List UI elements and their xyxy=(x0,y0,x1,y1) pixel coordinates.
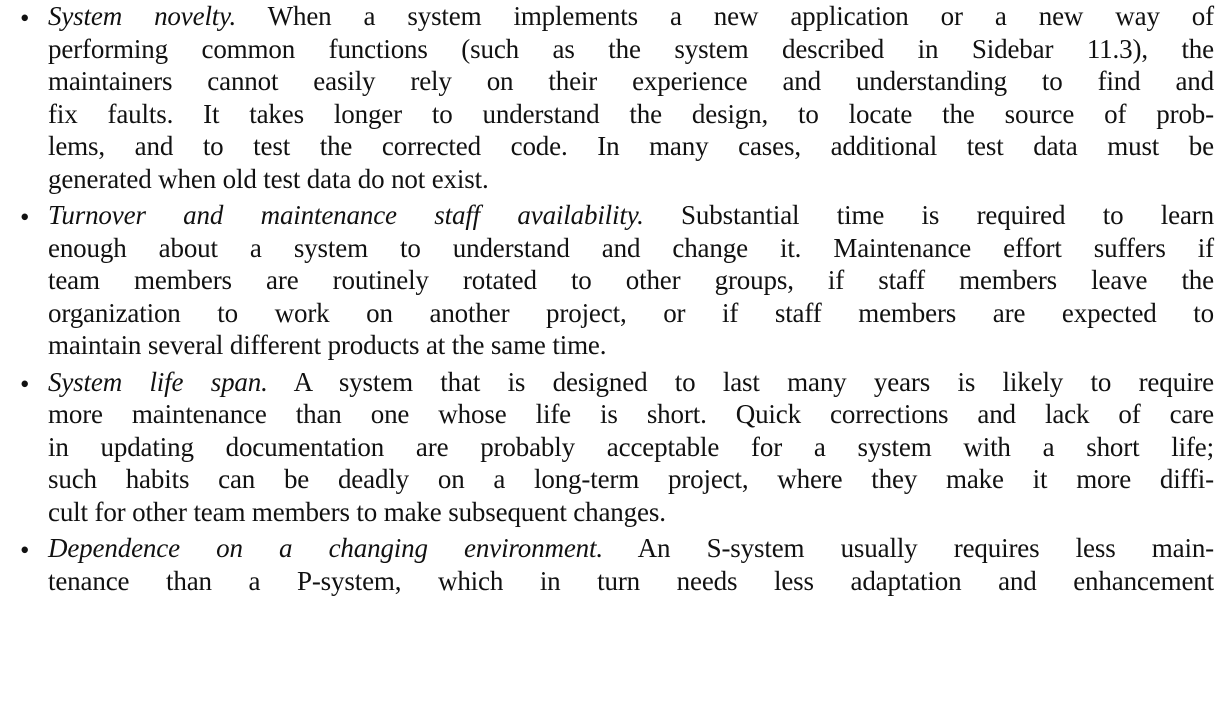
text-line: fix faults. It takes longer to understand the design, to locate the source of prob- xyxy=(48,98,1214,129)
text-line: in updating documentation are probably acceptable for a system with a short life; xyxy=(48,431,1214,462)
item-first-line: An S-system usually requires less main- xyxy=(602,533,1215,563)
bullet-list xyxy=(14,0,1214,601)
item-term: System novelty. xyxy=(48,1,237,31)
text-line: tenance than a P-system, which in turn needs less adaptation and enhancement xyxy=(48,565,1214,596)
text-line: maintain several different products at the same time. xyxy=(48,330,607,360)
text-line: lems, and to test the corrected code. In many cases, additional test data must be xyxy=(48,131,1214,161)
list-item-changing-environment xyxy=(14,532,1214,597)
text-line: generated when old test data do not exist. xyxy=(48,163,489,194)
text-line: such habits can be deadly on a long-term project, where they make it more diffi- xyxy=(48,464,1214,494)
item-term: Dependence on a changing environment. xyxy=(48,533,603,563)
item-term: System life span. xyxy=(48,366,268,397)
item-term: Turnover and maintenance staff availability. xyxy=(48,200,644,230)
item-first-line: When a system implements a new application or a new way of xyxy=(236,1,1214,31)
list-item-system-novelty xyxy=(14,0,1214,195)
text-line xyxy=(48,0,1214,33)
text-line: maintainers cannot easily rely on their experience and understanding to find and xyxy=(48,66,1214,96)
text-line: enough about a system to understand and change it. Maintenance effort suffers if xyxy=(48,232,1214,263)
list-item-system-life-span xyxy=(14,366,1214,529)
bullet-icon: • xyxy=(20,3,30,33)
bullet-icon: • xyxy=(20,368,30,399)
text-line: more maintenance than one whose life is short. Quick corrections and lack of care xyxy=(48,399,1214,429)
text-line: cult for other team members to make subsequent changes. xyxy=(48,496,666,527)
item-first-line: A system that is designed to last many years is likely to require xyxy=(267,366,1214,397)
list-item-turnover xyxy=(14,199,1214,362)
text-line xyxy=(48,366,1214,399)
text-line xyxy=(48,532,1214,565)
bullet-icon: • xyxy=(20,202,30,232)
bullet-icon: • xyxy=(20,535,30,565)
text-line xyxy=(48,199,1214,232)
text-line: organization to work on another project, or if staff members are expected to xyxy=(48,297,1214,328)
text-line: performing common functions (such as the system described in Sidebar 11.3), the xyxy=(48,33,1214,64)
item-first-line: Substantial time is required to learn xyxy=(643,200,1214,230)
text-line: team members are routinely rotated to other groups, if staff members leave the xyxy=(48,265,1214,295)
